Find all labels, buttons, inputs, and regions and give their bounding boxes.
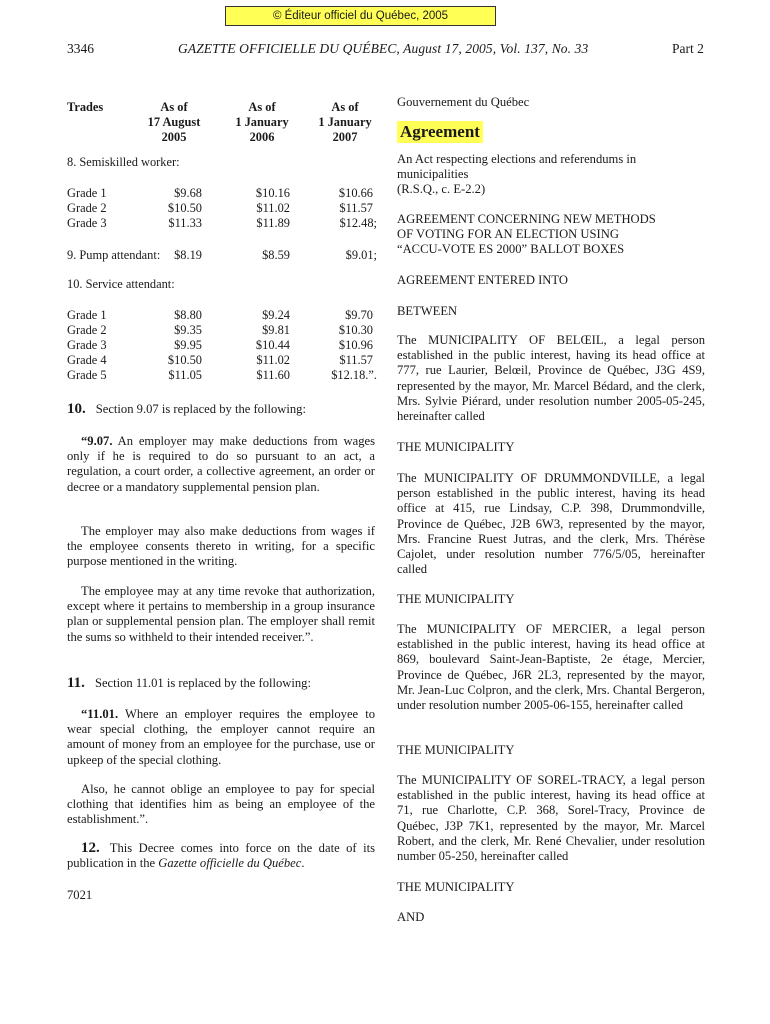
- section-intro: Section 11.01 is replaced by the following:: [94, 676, 311, 690]
- header-line: Trades: [67, 100, 104, 114]
- part-label: Part 2: [672, 41, 704, 56]
- subject-line: AGREEMENT CONCERNING NEW METHODS: [397, 212, 656, 226]
- section-number: 10.: [67, 401, 86, 417]
- table-cell: $11.60: [256, 368, 290, 382]
- municipality-label: THE MUNICIPALITY: [397, 440, 515, 454]
- provision-text: Where an employer requires the employee to wear special clothing, the employer cannot require an amount of money from an employee for the purchase, use or upkeep of the special clothing.: [67, 707, 376, 767]
- party-beloeil: The MUNICIPALITY OF BELŒIL, a legal person established in the public interest, having its head office at 777, rue Laurier, Belœil, Province de Québec, J3G 4S9, represented by the mayor, Mr. Marcel Bédard, and the clerk, Mrs. Sylvie Piérard, under resolution number 2005-05-245, hereinafter called: [397, 333, 705, 424]
- provision-text: An employer may make deductions from wages only if he is required to do so pursuant to an act, a regulation, a court order, a collective agreement, an order or decree or a mandatory supplemental pension plan.: [67, 434, 375, 494]
- gazette-italic-title: Gazette officielle du Québec: [158, 856, 302, 871]
- table-cell: $11.57: [339, 201, 373, 215]
- table-header-col1: [129, 100, 219, 146]
- provision-label: “9.07.: [81, 434, 113, 448]
- table-header-col2: [217, 100, 307, 146]
- header-line: 2007: [332, 130, 358, 145]
- paragraph-9-07: [67, 434, 375, 495]
- party-sorel-tracy: The MUNICIPALITY OF SOREL-TRACY, a legal person established in the public interest, having its head office at 71, rue Charlotte, C.P. 368, Sorel-Tracy, Province de Québec, J3P 7K1, represented by the mayor, Mr. Marcel Robert, and the clerk, Mr. René Chevalier, under resolution number 05-250, hereinafter called: [397, 773, 705, 864]
- table-cell-trade: Grade 2: [67, 323, 107, 337]
- table-cell: $9.01;: [345, 248, 377, 262]
- table-cell: $11.57: [339, 353, 373, 367]
- agreement-heading: Agreement: [397, 121, 483, 143]
- header-line: As of: [160, 100, 188, 114]
- act-title: [397, 152, 707, 198]
- table-cell: $8.80: [174, 308, 202, 322]
- table-cell: $12.48;: [339, 216, 377, 230]
- group-label-semiskilled: 8. Semiskilled worker:: [67, 155, 180, 169]
- subject-line: OF VOTING FOR AN ELECTION USING: [397, 227, 619, 242]
- section-10-line: [67, 402, 375, 417]
- table-cell: $11.89: [256, 216, 290, 230]
- table-cell-trade: Grade 1: [67, 308, 107, 322]
- provision-label: “11.01.: [81, 707, 119, 721]
- table-cell-trade: Grade 1: [67, 186, 107, 200]
- table-cell: $12.18.”.: [331, 368, 377, 382]
- section-11-line: [67, 676, 375, 691]
- table-cell: $9.35: [174, 323, 202, 337]
- paragraph-revoke: The employee may at any time revoke that authorization, except where it pertains to membership in a group insurance plan or supplemental pension plan. The employer shall remit the sums so withheld to their intended receiver.”.: [67, 584, 375, 644]
- government-label: Gouvernement du Québec: [397, 95, 530, 109]
- table-cell: $10.66: [338, 186, 373, 200]
- subject-line: “ACCU-VOTE ES 2000” BALLOT BOXES: [397, 242, 625, 257]
- copyright-banner: © Éditeur officiel du Québec, 2005: [225, 6, 496, 26]
- agreement-subject: [397, 212, 707, 258]
- agreement-entered-label: AGREEMENT ENTERED INTO: [397, 273, 568, 287]
- paragraph-oblige: Also, he cannot oblige an employee to pay for special clothing that identifies him as being an employee of the establishment.”.: [67, 782, 375, 827]
- table-cell: $10.50: [167, 201, 202, 215]
- table-cell: $9.24: [262, 308, 290, 322]
- table-cell-trade: Grade 2: [67, 201, 107, 215]
- table-cell: $11.02: [256, 201, 290, 215]
- page-number: 3346: [67, 41, 94, 56]
- table-cell: $10.16: [255, 186, 290, 200]
- act-line: municipalities: [397, 167, 469, 182]
- act-line: An Act respecting elections and referendums in: [397, 152, 637, 166]
- table-cell: $10.30: [338, 323, 373, 337]
- party-mercier: The MUNICIPALITY OF MERCIER, a legal person established in the public interest, having its head office at 869, boulevard Saint-Jean-Baptiste, 2e étage, Mercier, Province de Québec, J6R 2L3, represented by the mayor, Mr. Jean-Luc Colpron, and the clerk, Mrs. Chantal Bergeron, under resolution number 2005-06-155, hereinafter called: [397, 622, 705, 713]
- group-label-service-attendant: 10. Service attendant:: [67, 277, 175, 291]
- table-cell: $11.05: [168, 368, 202, 382]
- table-cell-trade: Grade 4: [67, 353, 107, 367]
- section-text-end: .: [301, 856, 305, 871]
- table-cell: $8.19: [174, 248, 202, 262]
- group-label-pump-attendant: 9. Pump attendant:: [67, 248, 161, 262]
- header-line: 17 August: [147, 115, 201, 130]
- section-number: 12.: [81, 840, 100, 856]
- municipality-label: THE MUNICIPALITY: [397, 592, 515, 606]
- municipality-label: THE MUNICIPALITY: [397, 743, 515, 757]
- section-number: 11.: [67, 675, 85, 691]
- table-cell: $9.70: [345, 308, 373, 322]
- header-line: As of: [248, 100, 276, 114]
- act-line: (R.S.Q., c. E-2.2): [397, 182, 486, 197]
- header-line: 1 January: [235, 115, 289, 130]
- section-12-paragraph: [67, 841, 375, 871]
- municipality-label: THE MUNICIPALITY: [397, 880, 515, 894]
- table-cell: $10.96: [338, 338, 373, 352]
- table-cell: $10.44: [255, 338, 290, 352]
- table-cell-trade: Grade 3: [67, 216, 107, 230]
- header-line: 2005: [161, 130, 187, 145]
- and-label: AND: [397, 910, 425, 924]
- table-cell: $8.59: [262, 248, 290, 262]
- paragraph-11-01: [67, 707, 375, 768]
- table-cell: $9.81: [262, 323, 290, 337]
- table-cell: $9.68: [174, 186, 202, 200]
- table-cell: $11.33: [168, 216, 202, 230]
- document-number: 7021: [67, 888, 93, 902]
- table-cell: $10.50: [167, 353, 202, 367]
- table-header-trades: [67, 100, 103, 115]
- paragraph-consent: The employer may also make deductions from wages if the employee consents thereto in writing, for a specific purpose mentioned in the writing.: [67, 524, 375, 569]
- table-cell: $11.02: [256, 353, 290, 367]
- header-line: 2006: [249, 130, 275, 145]
- table-cell-trade: Grade 5: [67, 368, 107, 382]
- section-text: This Decree comes into force on the date of its publication in the: [67, 841, 375, 871]
- party-drummondville: The MUNICIPALITY OF DRUMMONDVILLE, a legal person established in the public interest, having its head office at 415, rue Lindsay, C.P. 398, Drummondville, Province de Québec, J2B 6W3, represented by the mayor, Mrs. Francine Ruest Jutras, and the clerk, Mrs. Thérèse Cajolet, under resolution number 776/5/05, hereinafter called: [397, 471, 705, 577]
- table-header-col3: [300, 100, 390, 146]
- between-label: BETWEEN: [397, 304, 458, 318]
- table-cell: $9.95: [174, 338, 202, 352]
- gazette-header-title: GAZETTE OFFICIELLE DU QUÉBEC, August 17, 2005, Vol. 137, No. 33: [178, 41, 589, 56]
- header-line: 1 January: [318, 115, 372, 130]
- table-cell-trade: Grade 3: [67, 338, 107, 352]
- header-line: As of: [331, 100, 359, 114]
- section-intro: Section 9.07 is replaced by the following:: [95, 402, 306, 416]
